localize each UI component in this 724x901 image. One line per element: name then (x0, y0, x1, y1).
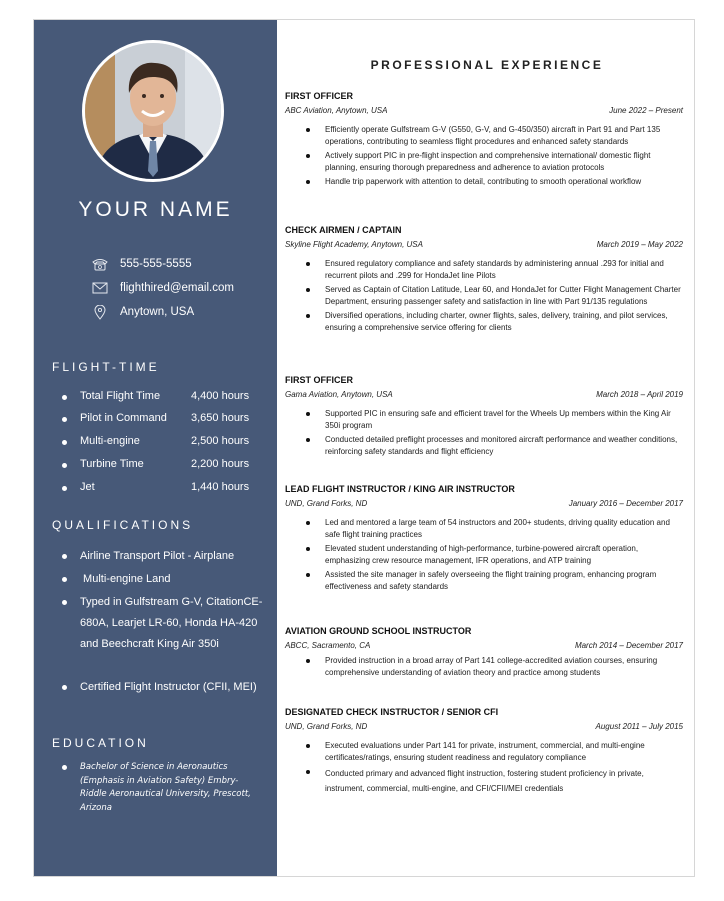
job-title: DESIGNATED CHECK INSTRUCTOR / SENIOR CFI (285, 707, 499, 717)
bullet-dot (62, 685, 67, 690)
job-title: FIRST OFFICER (285, 375, 353, 385)
bullet-dot (62, 440, 67, 445)
job-subheader (285, 240, 683, 254)
flight-time-heading: FLIGHT-TIME (52, 360, 160, 374)
bullet-dot (62, 463, 67, 468)
flight-time-value: 4,400 hours (191, 390, 250, 402)
job-bullet: Conducted primary and advanced flight instruction, fostering student proficiency in private, instrument, commercial, multi-engine, and CFI/CFII/MEI credentials (325, 766, 683, 796)
sidebar (34, 20, 277, 876)
job-dates: August 2011 – July 2015 (595, 722, 683, 731)
candidate-name: YOUR NAME (78, 198, 233, 221)
job-entry (285, 484, 683, 593)
flight-time-label: Total Flight Time (80, 390, 161, 402)
contact-email (90, 281, 234, 295)
qualification-item (62, 569, 267, 590)
flight-time-label: Pilot in Command (80, 412, 167, 424)
job-bullet: Conducted detailed preflight processes and monitored aircraft performance and weather conditions, reinforcing safety standards and flight efficiency (325, 434, 683, 458)
job-dates: March 2014 – December 2017 (574, 641, 683, 650)
bullet-dot (62, 554, 67, 559)
flight-time-value: 2,500 hours (191, 435, 250, 447)
flight-time-label: Jet (80, 481, 95, 493)
job-dates: June 2022 – Present (609, 106, 683, 115)
bullet-dot (62, 765, 67, 770)
envelope-icon (90, 281, 110, 295)
job-bullet: Served as Captain of Citation Latitude, Lear 60, and HondaJet for Cutter Flight Management Charter Department, ensuring passenger safety and satisfaction in line with Part 91/135 regulations (325, 284, 683, 308)
job-subheader (285, 641, 683, 655)
location-text: Anytown, USA (120, 306, 195, 318)
qualifications-heading: QUALIFICATIONS (52, 518, 194, 532)
flight-time-label: Turbine Time (80, 458, 144, 470)
bullet-dot (62, 395, 67, 400)
job-organization: ABCC, Sacramento, CA (285, 641, 371, 650)
bullet-dot (62, 417, 67, 422)
job-subheader (285, 390, 683, 404)
bullet-dot (62, 486, 67, 491)
job-bullet: Diversified operations, including charter, owner flights, sales, delivery, training, and pilot services, ensuring a comprehensive service offering for clients (325, 310, 683, 334)
professional-experience-heading: PROFESSIONAL EXPERIENCE (370, 58, 604, 72)
qualification-text: Airline Transport Pilot - Airplane (80, 550, 235, 562)
contact-location (90, 305, 194, 319)
job-organization: UND, Grand Forks, ND (285, 499, 368, 508)
job-title: LEAD FLIGHT INSTRUCTOR / KING AIR INSTRUCTOR (285, 484, 515, 494)
job-dates: January 2016 – December 2017 (568, 499, 683, 508)
job-organization: Gama Aviation, Anytown, USA (285, 390, 393, 399)
job-bullet: Supported PIC in ensuring safe and efficient travel for the Wheels Up members within the King Air 350i program (325, 408, 683, 432)
job-bullet: Led and mentored a large team of 54 instructors and 200+ students, driving quality education and safe flight training practices (325, 517, 683, 541)
job-entry (285, 375, 683, 458)
phone-number: 555-555-5555 (120, 258, 192, 270)
qualification-text: Certified Flight Instructor (CFII, MEI) (80, 681, 257, 693)
education-text: Bachelor of Science in Aeronautics (Emphasis in Aviation Safety) Embry-Riddle Aeronautical University, Prescott, Arizona (80, 762, 251, 813)
qualification-text: Multi-engine Land (80, 573, 171, 585)
job-dates: March 2018 – April 2019 (596, 390, 683, 399)
email-address[interactable]: flighthired@email.com (120, 282, 234, 294)
main-content (285, 20, 689, 876)
job-bullet: Assisted the site manager in safely overseeing the flight training program, enhancing program effectiveness and safety standards (325, 569, 683, 593)
job-organization: Skyline Flight Academy, Anytown, USA (285, 240, 423, 249)
bullet-dot (62, 600, 67, 605)
qualification-text: Typed in Gulfstream G-V, CitationCE-680A, Learjet LR-60, Honda HA-420 and Beechcraft King Air 350i (80, 596, 263, 650)
job-bullet: Handle trip paperwork with attention to detail, contributing to smooth operational workflow (325, 176, 683, 188)
job-bullet: Elevated student understanding of high-performance, turbine-powered aircraft operation, emphasizing crew resource management, IFR operations, and ATP training (325, 543, 683, 567)
profile-photo (82, 40, 224, 182)
job-subheader (285, 722, 683, 736)
location-pin-icon (90, 305, 110, 319)
qualification-item (62, 592, 267, 655)
job-bullet: Ensured regulatory compliance and safety standards by administering annual .293 for initial and recurrent pilots and .299 for HondaJet line Pilots (325, 258, 683, 282)
job-entry (285, 91, 683, 188)
qualification-item (62, 546, 267, 567)
job-subheader (285, 499, 683, 513)
flight-time-value: 1,440 hours (191, 481, 250, 493)
job-dates: March 2019 – May 2022 (596, 240, 683, 249)
job-title: CHECK AIRMEN / CAPTAIN (285, 225, 402, 235)
job-organization: UND, Grand Forks, ND (285, 722, 368, 731)
job-entry (285, 225, 683, 334)
flight-time-label: Multi-engine (80, 435, 140, 447)
job-bullet: Efficiently operate Gulfstream G-V (G550, G-V, and G-450/350) aircraft in Part 91 and Part 135 operations, contributing to seamless flight procedures and enhanced safety standards (325, 124, 683, 148)
job-entry (285, 707, 683, 796)
education-item (62, 761, 252, 815)
qualification-item (62, 677, 267, 698)
job-bullet: Actively support PIC in pre-flight inspection and comprehensive international/ domestic flight planning, ensuring thorough preparedness and adherence to aviation protocols (325, 150, 683, 174)
flight-time-value: 3,650 hours (191, 412, 250, 424)
job-title: AVIATION GROUND SCHOOL INSTRUCTOR (285, 626, 472, 636)
education-heading: EDUCATION (52, 736, 149, 750)
job-bullet: Executed evaluations under Part 141 for private, instrument, commercial, and multi-engine certificates/ratings, ensuring student readiness and regulatory compliance (325, 740, 683, 764)
job-organization: ABC Aviation, Anytown, USA (285, 106, 388, 115)
contact-phone (90, 257, 192, 271)
job-bullet: Provided instruction in a broad array of Part 141 college-accredited aviation courses, ensuring comprehensive understanding of aviation theory and practice among students (325, 655, 683, 679)
phone-icon (90, 257, 110, 271)
flight-time-value: 2,200 hours (191, 458, 250, 470)
portrait-illustration (85, 43, 221, 179)
job-title: FIRST OFFICER (285, 91, 353, 101)
job-entry (285, 626, 683, 679)
resume-page (33, 19, 695, 877)
bullet-dot (62, 577, 67, 582)
job-subheader (285, 106, 683, 120)
